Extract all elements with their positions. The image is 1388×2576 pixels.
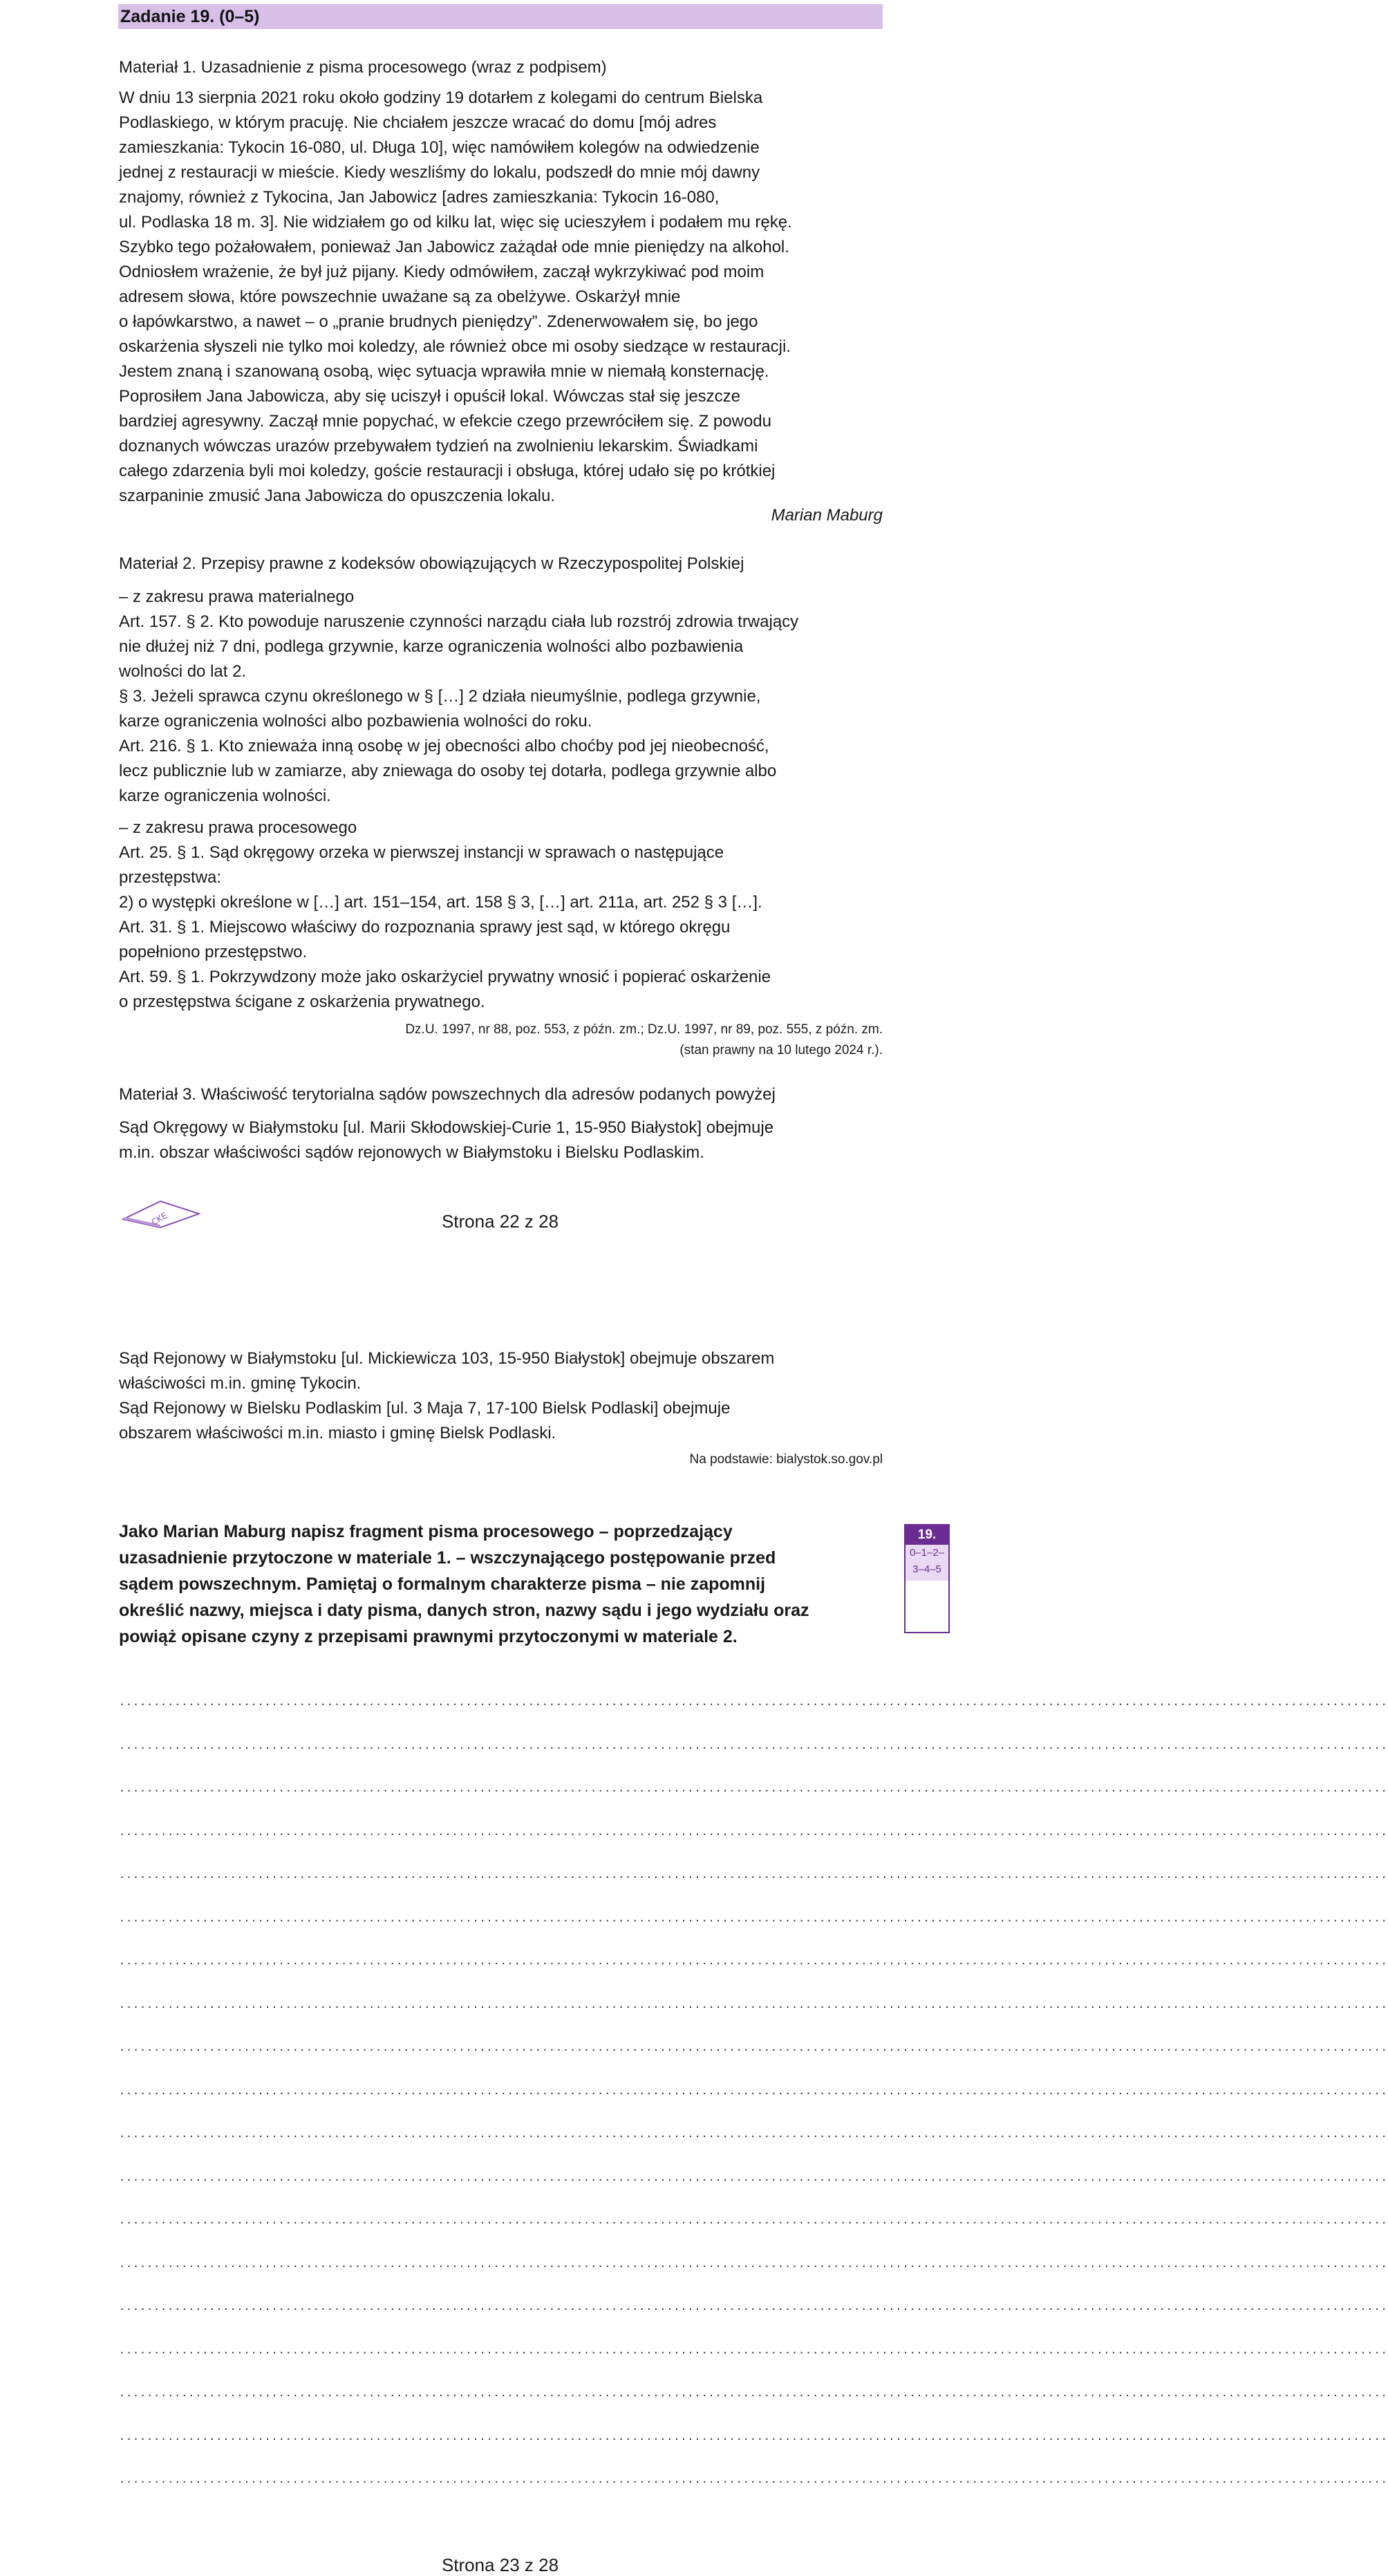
text-line: 2) o występki określone w […] art. 151–154, art. 158 § 3, […] art. 211a, art. 252 § 3 […]. <box>119 893 762 912</box>
svg-text:CKE: CKE <box>149 1210 169 1228</box>
text-line: Art. 25. § 1. Sąd okręgowy orzeka w pierwszej instancji w sprawach o następujące <box>119 843 724 862</box>
text-line: o przestępstwa ścigane z oskarżenia prywatnego. <box>119 993 485 1011</box>
text-line: m.in. obszar właściwości sądów rejonowych w Białymstoku i Bielsku Podlaskim. <box>119 1143 704 1162</box>
text-line: Sąd Rejonowy w Białymstoku [ul. Mickiewicza 103, 15-950 Białystok] obejmuje obszarem <box>119 1349 775 1368</box>
page-number: Strona 22 z 28 <box>441 1211 559 1232</box>
text-line: § 3. Jeżeli sprawca czynu określonego w § […] 2 działa nieumyślnie, podlega grzywnie, <box>119 687 761 706</box>
answer-line[interactable]: ....................................................................................................................................................................................... <box>119 2300 1388 2313</box>
text-line: obszarem właściwości m.in. miasto i gminę Bielsk Podlaski. <box>119 1424 556 1442</box>
text-line: o łapówkarstwo, a nawet – o „pranie brudnych pieniędzy”. Zdenerwowałem się, bo jego <box>119 312 758 331</box>
text-line: Art. 31. § 1. Miejscowo właściwy do rozpoznania sprawy jest sąd, w którego okręgu <box>119 918 731 937</box>
answer-line[interactable]: ....................................................................................................................................................................................... <box>119 1825 1388 1838</box>
answer-line[interactable]: ....................................................................................................................................................................................... <box>119 1738 1388 1751</box>
text-line: Podlaskiego, w którym pracuję. Nie chciałem jeszcze wracać do domu [mój adres <box>119 113 717 132</box>
legal-source: Dz.U. 1997, nr 88, poz. 553, z późn. zm.; Dz.U. 1997, nr 89, poz. 555, z późn. zm. <box>405 1022 883 1037</box>
score-options-a: 0–1–2– <box>909 1547 945 1559</box>
text-line: adresem słowa, które powszechnie uważane są za obelżywe. Oskarżył mnie <box>119 288 681 306</box>
instruction-line: powiąż opisane czyny z przepisami prawnymi przytoczonymi w materiale 2. <box>119 1627 738 1646</box>
task-header <box>118 4 883 29</box>
answer-line[interactable]: ....................................................................................................................................................................................... <box>119 2257 1388 2270</box>
text-line: Szybko tego pożałowałem, ponieważ Jan Jabowicz zażądał ode mnie pieniędzy na alkohol. <box>119 238 789 256</box>
text-line: doznanych wówczas urazów przebywałem tydzień na zwolnieniu lekarskim. Świadkami <box>119 437 758 455</box>
answer-line[interactable]: ....................................................................................................................................................................................... <box>119 2041 1388 2053</box>
answer-line[interactable]: ....................................................................................................................................................................................... <box>119 2214 1388 2226</box>
text-line: przestępstwa: <box>119 868 222 887</box>
text-line: Sąd Okręgowy w Białymstoku [ul. Marii Skłodowskiej-Curie 1, 15-950 Białystok] obejmuje <box>119 1118 774 1137</box>
task-title: Zadanie 19. (0–5) <box>120 7 260 26</box>
instruction-line: określić nazwy, miejsca i daty pisma, danych stron, nazwy sądu i jego wydziału oraz <box>119 1601 809 1620</box>
text-line: całego zdarzenia byli moi koledzy, goście restauracji i obsługa, której udało się po krótkiej <box>119 462 776 480</box>
answer-line[interactable]: ....................................................................................................................................................................................... <box>119 2429 1388 2443</box>
answer-line[interactable]: ....................................................................................................................................................................................... <box>119 1997 1388 2011</box>
score-task-number: 19. <box>906 1525 948 1545</box>
answer-line[interactable]: ....................................................................................................................................................................................... <box>119 2084 1388 2097</box>
answer-line[interactable]: ....................................................................................................................................................................................... <box>119 2127 1388 2140</box>
text-line: Odniosłem wrażenie, że był już pijany. Kiedy odmówiłem, zaczął wykrzykiwać pod moim <box>119 263 765 281</box>
text-line: popełniono przestępstwo. <box>119 943 308 961</box>
text-line: jednej z restauracji w mieście. Kiedy weszliśmy do lokalu, podszedł do mnie mój dawny <box>119 163 760 182</box>
text-line: ul. Podlaska 18 m. 3]. Nie widziałem go od kilku lat, więc się ucieszyłem i podałem mu rękę. <box>119 213 792 232</box>
instruction-line: sądem powszechnym. Pamiętaj o formalnym charakterze pisma – nie zapomnij <box>119 1574 766 1594</box>
score-options-b: 3–4–5 <box>912 1563 941 1575</box>
text-line: lecz publicznie lub w zamiarze, aby zniewaga do osoby tej dotarła, podlega grzywnie albo <box>119 762 777 780</box>
answer-line[interactable]: ....................................................................................................................................................................................... <box>119 2387 1388 2399</box>
answer-line[interactable]: ....................................................................................................................................................................................... <box>119 1955 1388 1967</box>
text-line: zamieszkania: Tykocin 16-080, ul. Długa 10], więc namówiłem kolegów na odwiedzenie <box>119 138 760 157</box>
text-line: Art. 216. § 1. Kto znieważa inną osobę w jej obecności albo choćby pod jej nieobecność, <box>119 737 769 755</box>
legal-source-date: (stan prawny na 10 lutego 2024 r.). <box>679 1043 883 1057</box>
answer-line[interactable]: ....................................................................................................................................................................................... <box>119 2343 1388 2356</box>
text-line: Art. 157. § 2. Kto powoduje naruszenie czynności narządu ciała lub rozstrój zdrowia trwający <box>119 612 799 631</box>
text-line: bardziej agresywny. Zaczął mnie popychać, w efekcie czego przewróciłem się. Z powodu <box>119 412 771 431</box>
answer-line[interactable]: ....................................................................................................................................................................................... <box>119 1695 1388 1708</box>
text-line: Poprosiłem Jana Jabowicza, aby się uciszył i opuścił lokal. Wówczas stał się jeszcze <box>119 387 741 406</box>
text-line: znajomy, również z Tykocina, Jan Jabowicz [adres zamieszkania: Tykocin 16-080, <box>119 188 720 207</box>
text-line: Sąd Rejonowy w Bielsku Podlaskim [ul. 3 Maja 7, 17-100 Bielsk Podlaski] obejmuje <box>119 1399 731 1418</box>
text-line: – z zakresu prawa procesowego <box>119 818 357 837</box>
score-options <box>906 1545 948 1581</box>
instruction-line: uzasadnienie przytoczone w materiale 1. – wszczynającego postępowanie przed <box>119 1548 776 1568</box>
text-line: Art. 59. § 1. Pokrzywdzony może jako oskarżyciel prywatny wnosić i popierać oskarżenie <box>119 968 771 986</box>
material-1-title: Materiał 1. Uzasadnienie z pisma procesowego (wraz z podpisem) <box>119 58 607 77</box>
text-line: oskarżenia słyszeli nie tylko moi koledzy, ale również obce mi osoby siedzące w restauracji. <box>119 337 791 356</box>
text-line: wolności do lat 2. <box>119 662 247 681</box>
material-3-title: Materiał 3. Właściwość terytorialna sądów powszechnych dla adresów podanych powyżej <box>119 1085 776 1104</box>
material-2-title: Materiał 2. Przepisy prawne z kodeksów obowiązujących w Rzeczypospolitej Polskiej <box>119 554 744 573</box>
text-line: – z zakresu prawa materialnego <box>119 587 355 606</box>
answer-line[interactable]: ....................................................................................................................................................................................... <box>119 1782 1388 1794</box>
score-box <box>904 1524 950 1633</box>
text-line: karze ograniczenia wolności albo pozbawienia wolności do roku. <box>119 712 592 731</box>
signature: Marian Maburg <box>771 506 883 525</box>
text-line: nie dłużej niż 7 dni, podlega grzywnie, karze ograniczenia wolności albo pozbawienia <box>119 637 744 656</box>
instruction-line: Jako Marian Maburg napisz fragment pisma procesowego – poprzedzający <box>119 1522 733 1541</box>
answer-line[interactable]: ....................................................................................................................................................................................... <box>119 2170 1388 2183</box>
text-line: W dniu 13 sierpnia 2021 roku około godziny 19 dotarłem z kolegami do centrum Bielska <box>119 88 763 107</box>
text-line: karze ograniczenia wolności. <box>119 787 331 805</box>
answer-line[interactable]: ....................................................................................................................................................................................... <box>119 1868 1388 1881</box>
court-source: Na podstawie: bialystok.so.gov.pl <box>689 1452 883 1467</box>
text-line: szarpaninie zmusić Jana Jabowicza do opuszczenia lokalu. <box>119 487 556 505</box>
text-line: Jestem znaną i szanowaną osobą, więc sytuacja wprawiła mnie w niemałą konsternację. <box>119 362 769 381</box>
page-number: Strona 23 z 28 <box>441 2555 559 2575</box>
answer-line[interactable]: ....................................................................................................................................................................................... <box>119 1911 1388 1924</box>
text-line: właściwości m.in. gminę Tykocin. <box>119 1374 362 1393</box>
answer-line[interactable]: ....................................................................................................................................................................................... <box>119 2473 1388 2485</box>
